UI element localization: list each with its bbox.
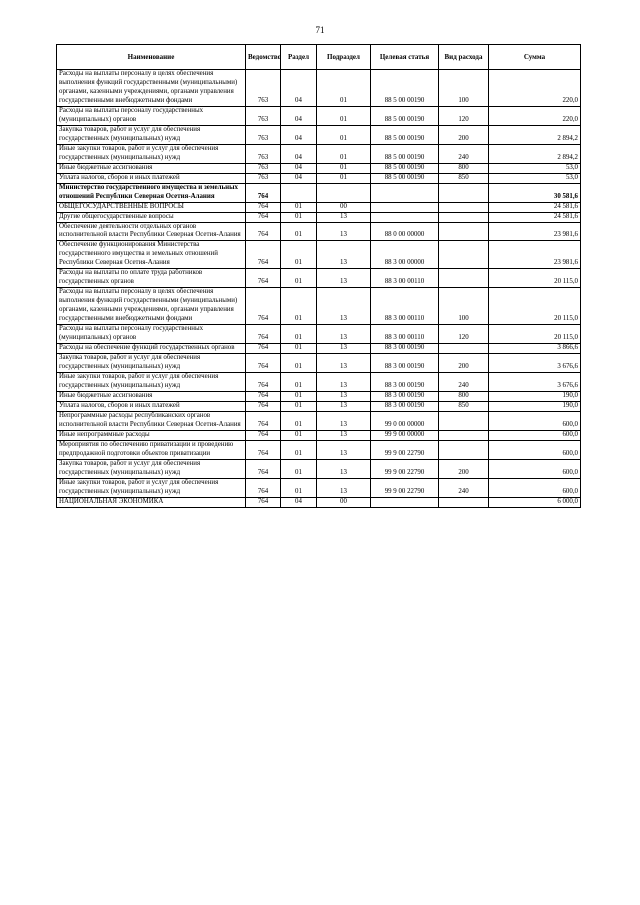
cell-amount: 24 581,6 — [489, 212, 581, 222]
cell-exp-type: 100 — [439, 70, 489, 107]
table-row — [57, 459, 581, 478]
cell-name: НАЦИОНАЛЬНАЯ ЭКОНОМИКА — [57, 497, 246, 507]
cell-exp-type: 200 — [439, 459, 489, 478]
cell-name: Расходы на выплаты персоналу государственных (муниципальных) органов — [57, 106, 246, 125]
cell-ministry: 764 — [246, 401, 281, 411]
table-row — [57, 401, 581, 411]
cell-name: Иные закупки товаров, работ и услуг для обеспечения государственных (муниципальных) нужд — [57, 144, 246, 163]
cell-ministry: 763 — [246, 173, 281, 183]
cell-name: Иные непрограммные расходы — [57, 430, 246, 440]
cell-ministry: 764 — [246, 459, 281, 478]
cell-section: 04 — [281, 144, 317, 163]
cell-name: Уплата налогов, сборов и иных платежей — [57, 173, 246, 183]
cell-exp-type — [439, 269, 489, 288]
cell-ministry: 764 — [246, 411, 281, 430]
header-exp-type: Вид расхода — [439, 45, 489, 70]
cell-exp-type: 120 — [439, 106, 489, 125]
cell-target — [371, 497, 439, 507]
cell-ministry: 764 — [246, 440, 281, 459]
cell-exp-type: 120 — [439, 325, 489, 344]
table-row — [57, 202, 581, 212]
cell-name: ОБЩЕГОСУДАРСТВЕННЫЕ ВОПРОСЫ — [57, 202, 246, 212]
cell-ministry: 764 — [246, 391, 281, 401]
cell-ministry: 764 — [246, 212, 281, 222]
cell-name: Иные бюджетные ассигнования — [57, 163, 246, 173]
cell-ministry: 763 — [246, 144, 281, 163]
cell-section: 04 — [281, 106, 317, 125]
cell-exp-type — [439, 212, 489, 222]
cell-subsection: 13 — [317, 269, 371, 288]
table-row — [57, 222, 581, 241]
cell-target: 88 5 00 00190 — [371, 173, 439, 183]
cell-ministry: 764 — [246, 373, 281, 392]
cell-exp-type: 800 — [439, 391, 489, 401]
cell-name: Закупка товаров, работ и услуг для обеспечения государственных (муниципальных) нужд — [57, 354, 246, 373]
cell-exp-type — [439, 241, 489, 269]
table-row — [57, 430, 581, 440]
cell-amount: 20 115,0 — [489, 288, 581, 325]
cell-ministry: 764 — [246, 478, 281, 497]
table-row — [57, 125, 581, 144]
cell-target: 88 5 00 00190 — [371, 106, 439, 125]
cell-name: Закупка товаров, работ и услуг для обеспечения государственных (муниципальных) нужд — [57, 459, 246, 478]
cell-exp-type — [439, 183, 489, 202]
cell-target: 99 9 00 22790 — [371, 478, 439, 497]
cell-amount: 23 981,6 — [489, 241, 581, 269]
cell-subsection: 13 — [317, 354, 371, 373]
cell-name: Иные закупки товаров, работ и услуг для обеспечения государственных (муниципальных) нужд — [57, 373, 246, 392]
cell-subsection: 00 — [317, 497, 371, 507]
cell-target: 88 3 00 00110 — [371, 288, 439, 325]
cell-section: 01 — [281, 401, 317, 411]
cell-amount: 600,0 — [489, 478, 581, 497]
table-row — [57, 288, 581, 325]
cell-target: 88 3 00 00190 — [371, 344, 439, 354]
cell-amount: 2 894,2 — [489, 144, 581, 163]
header-section: Раздел — [281, 45, 317, 70]
cell-name: Другие общегосударственные вопросы — [57, 212, 246, 222]
cell-target: 99 9 00 00000 — [371, 430, 439, 440]
table-row — [57, 144, 581, 163]
cell-name: Расходы на выплаты персоналу государственных (муниципальных) органов — [57, 325, 246, 344]
cell-section: 04 — [281, 497, 317, 507]
cell-target — [371, 202, 439, 212]
header-target: Целевая статья — [371, 45, 439, 70]
cell-name: Министерство государственного имущества и земельных отношений Республики Северная Осетия-Алания — [57, 183, 246, 202]
cell-exp-type: 200 — [439, 125, 489, 144]
cell-section: 01 — [281, 411, 317, 430]
cell-ministry: 764 — [246, 288, 281, 325]
header-amount: Сумма — [489, 45, 581, 70]
table-row — [57, 478, 581, 497]
cell-subsection: 13 — [317, 440, 371, 459]
cell-target: 99 0 00 00000 — [371, 411, 439, 430]
cell-subsection: 01 — [317, 125, 371, 144]
cell-target: 88 5 00 00190 — [371, 144, 439, 163]
cell-section: 01 — [281, 459, 317, 478]
cell-ministry: 764 — [246, 241, 281, 269]
table-row — [57, 106, 581, 125]
cell-name: Непрограммные расходы республиканских органов исполнительной власти Республики Северная Осетия-Алания — [57, 411, 246, 430]
cell-amount: 600,0 — [489, 459, 581, 478]
cell-section: 01 — [281, 391, 317, 401]
cell-name: Расходы на выплаты персоналу в целях обеспечения выполнения функций государственными (муниципальными) органами, казенными учреждениями, органами управления государственными внебюджетными фондами — [57, 70, 246, 107]
cell-target: 88 3 00 00190 — [371, 373, 439, 392]
cell-ministry: 763 — [246, 106, 281, 125]
cell-exp-type: 200 — [439, 354, 489, 373]
cell-section: 01 — [281, 478, 317, 497]
cell-target — [371, 212, 439, 222]
cell-target: 88 3 00 00110 — [371, 325, 439, 344]
cell-ministry: 764 — [246, 202, 281, 212]
cell-section: 01 — [281, 241, 317, 269]
cell-amount: 600,0 — [489, 440, 581, 459]
cell-name: Иные бюджетные ассигнования — [57, 391, 246, 401]
cell-subsection: 13 — [317, 344, 371, 354]
cell-name: Расходы на выплаты персоналу в целях обеспечения выполнения функций государственными (муниципальными) органами, казенными учреждениями, органами управления государственными внебюджетными фондами — [57, 288, 246, 325]
cell-target: 99 9 00 22790 — [371, 459, 439, 478]
header-subsection: Подраздел — [317, 45, 371, 70]
cell-section: 01 — [281, 344, 317, 354]
cell-section: 04 — [281, 70, 317, 107]
cell-subsection: 13 — [317, 478, 371, 497]
table-row — [57, 373, 581, 392]
header-name: Наименование — [57, 45, 246, 70]
table-row — [57, 497, 581, 507]
page-number: 71 — [315, 25, 325, 35]
cell-section — [281, 183, 317, 202]
cell-amount: 190,0 — [489, 401, 581, 411]
cell-section: 01 — [281, 222, 317, 241]
cell-target: 88 3 00 00110 — [371, 269, 439, 288]
table-row — [57, 411, 581, 430]
cell-exp-type: 240 — [439, 478, 489, 497]
cell-subsection: 01 — [317, 106, 371, 125]
cell-exp-type — [439, 222, 489, 241]
cell-exp-type: 850 — [439, 401, 489, 411]
cell-amount: 600,0 — [489, 430, 581, 440]
cell-ministry: 764 — [246, 497, 281, 507]
cell-ministry: 763 — [246, 163, 281, 173]
cell-subsection: 13 — [317, 459, 371, 478]
cell-section: 01 — [281, 212, 317, 222]
cell-name: Расходы на выплаты по оплате труда работников государственных органов — [57, 269, 246, 288]
cell-section: 01 — [281, 269, 317, 288]
cell-section: 01 — [281, 288, 317, 325]
cell-subsection: 13 — [317, 325, 371, 344]
cell-exp-type — [439, 344, 489, 354]
table-row — [57, 163, 581, 173]
table-row — [57, 325, 581, 344]
cell-subsection: 13 — [317, 391, 371, 401]
table-row — [57, 344, 581, 354]
cell-amount: 23 981,6 — [489, 222, 581, 241]
cell-section: 04 — [281, 125, 317, 144]
cell-subsection: 01 — [317, 163, 371, 173]
budget-table — [56, 44, 581, 508]
cell-ministry: 764 — [246, 325, 281, 344]
cell-amount: 220,0 — [489, 70, 581, 107]
cell-target: 99 9 00 22790 — [371, 440, 439, 459]
cell-ministry: 764 — [246, 269, 281, 288]
cell-ministry: 764 — [246, 430, 281, 440]
cell-exp-type: 850 — [439, 173, 489, 183]
cell-amount: 3 676,6 — [489, 373, 581, 392]
table-header-row — [57, 45, 581, 70]
cell-subsection: 13 — [317, 401, 371, 411]
table-row — [57, 440, 581, 459]
cell-subsection: 01 — [317, 70, 371, 107]
cell-subsection: 13 — [317, 373, 371, 392]
cell-subsection: 13 — [317, 212, 371, 222]
cell-amount: 3 676,6 — [489, 354, 581, 373]
cell-amount: 190,0 — [489, 391, 581, 401]
cell-target: 88 3 00 00190 — [371, 354, 439, 373]
table-row — [57, 241, 581, 269]
table-row — [57, 354, 581, 373]
cell-amount: 600,0 — [489, 411, 581, 430]
cell-name: Обеспечение деятельности отдельных органов исполнительной власти Республики Северная Осетия-Алания — [57, 222, 246, 241]
cell-target — [371, 183, 439, 202]
cell-target: 88 5 00 00190 — [371, 163, 439, 173]
header-ministry: Ведомство — [246, 45, 281, 70]
table-row — [57, 269, 581, 288]
cell-amount: 30 581,6 — [489, 183, 581, 202]
cell-exp-type: 100 — [439, 288, 489, 325]
cell-target: 88 5 00 00190 — [371, 70, 439, 107]
cell-target: 88 0 00 00000 — [371, 222, 439, 241]
cell-amount: 6 000,0 — [489, 497, 581, 507]
cell-ministry: 764 — [246, 222, 281, 241]
cell-exp-type: 240 — [439, 373, 489, 392]
cell-subsection: 13 — [317, 241, 371, 269]
cell-exp-type — [439, 430, 489, 440]
cell-section: 04 — [281, 163, 317, 173]
cell-name: Иные закупки товаров, работ и услуг для обеспечения государственных (муниципальных) нужд — [57, 478, 246, 497]
table-row — [57, 70, 581, 107]
cell-subsection: 00 — [317, 202, 371, 212]
cell-section: 01 — [281, 325, 317, 344]
cell-ministry: 764 — [246, 354, 281, 373]
table-row — [57, 173, 581, 183]
table-row — [57, 391, 581, 401]
cell-amount: 20 115,0 — [489, 325, 581, 344]
cell-amount: 53,0 — [489, 163, 581, 173]
cell-amount: 53,0 — [489, 173, 581, 183]
cell-section: 01 — [281, 202, 317, 212]
cell-amount: 220,0 — [489, 106, 581, 125]
cell-target: 88 3 00 00190 — [371, 401, 439, 411]
cell-ministry: 764 — [246, 344, 281, 354]
cell-exp-type — [439, 440, 489, 459]
table-row — [57, 212, 581, 222]
table-row — [57, 183, 581, 202]
cell-amount: 24 581,6 — [489, 202, 581, 212]
cell-target: 88 3 00 00190 — [371, 391, 439, 401]
cell-name: Уплата налогов, сборов и иных платежей — [57, 401, 246, 411]
cell-exp-type: 800 — [439, 163, 489, 173]
cell-section: 04 — [281, 173, 317, 183]
cell-name: Расходы на обеспечение функций государственных органов — [57, 344, 246, 354]
cell-name: Закупка товаров, работ и услуг для обеспечения государственных (муниципальных) нужд — [57, 125, 246, 144]
cell-subsection: 01 — [317, 144, 371, 163]
cell-amount: 2 894,2 — [489, 125, 581, 144]
cell-name: Мероприятия по обеспечению приватизации и проведению предпродажной подготовки объектов приватизации — [57, 440, 246, 459]
cell-amount: 3 866,6 — [489, 344, 581, 354]
cell-ministry: 764 — [246, 183, 281, 202]
cell-amount: 20 115,0 — [489, 269, 581, 288]
cell-exp-type — [439, 497, 489, 507]
cell-ministry: 763 — [246, 125, 281, 144]
cell-target: 88 5 00 00190 — [371, 125, 439, 144]
cell-subsection — [317, 183, 371, 202]
cell-exp-type: 240 — [439, 144, 489, 163]
cell-exp-type — [439, 202, 489, 212]
cell-section: 01 — [281, 354, 317, 373]
cell-section: 01 — [281, 440, 317, 459]
cell-target: 88 3 00 00000 — [371, 241, 439, 269]
cell-subsection: 13 — [317, 411, 371, 430]
cell-name: Обеспечение функционирования Министерства государственного имущества и земельных отношений Республики Северная Осетия-Алания — [57, 241, 246, 269]
cell-exp-type — [439, 411, 489, 430]
cell-subsection: 13 — [317, 288, 371, 325]
cell-ministry: 763 — [246, 70, 281, 107]
cell-section: 01 — [281, 373, 317, 392]
cell-subsection: 01 — [317, 173, 371, 183]
cell-subsection: 13 — [317, 222, 371, 241]
cell-subsection: 13 — [317, 430, 371, 440]
cell-section: 01 — [281, 430, 317, 440]
